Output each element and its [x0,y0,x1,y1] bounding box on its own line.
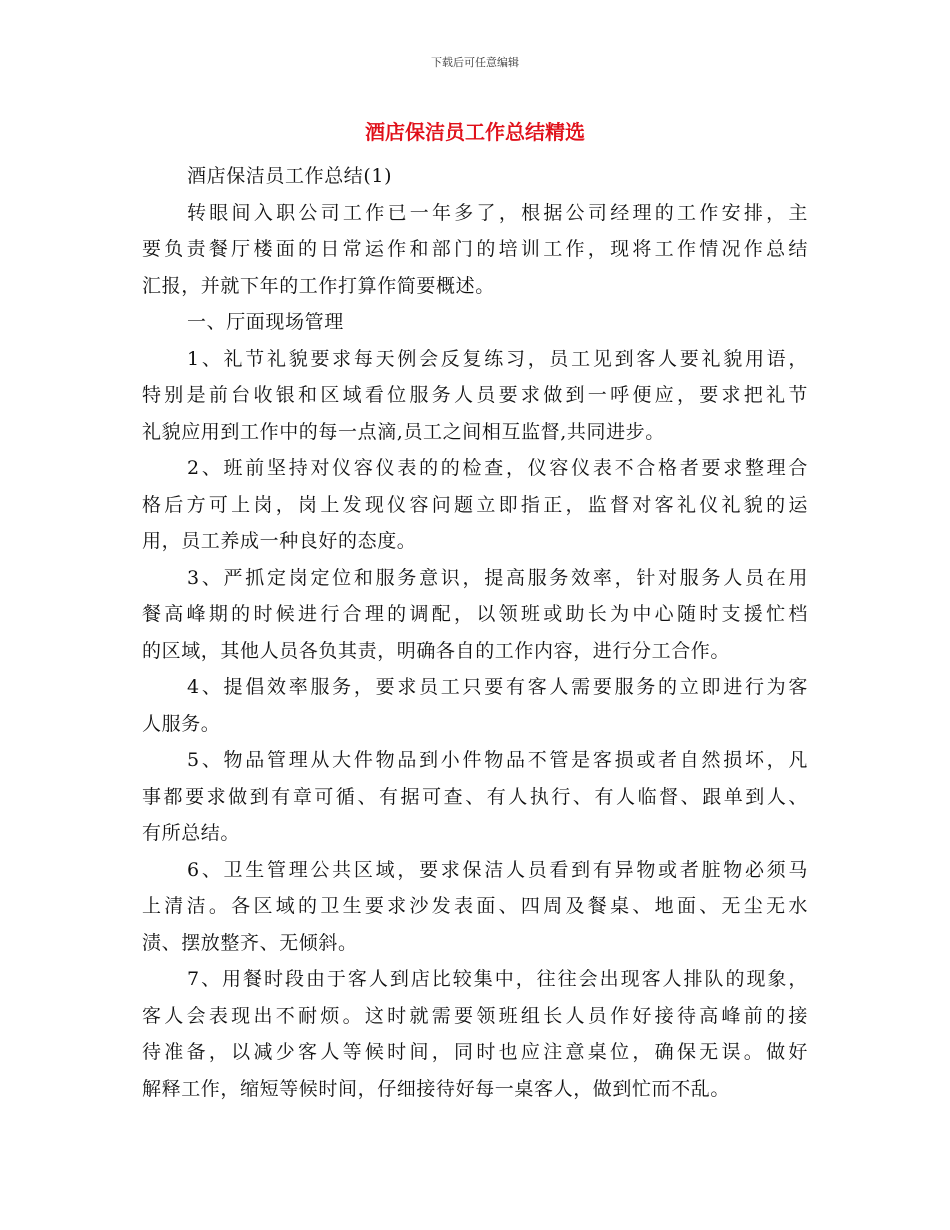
document-body [142,158,808,1107]
body-line: 5、物品管理从大件物品到小件物品不管是客损或者自然损坏，凡 [187,749,808,771]
body-line: 礼貌应用到工作中的每一点滴,员工之间相互监督,共同进步。 [142,420,665,443]
subsection-heading: 一、厅面现场管理 [187,311,344,333]
body-line: 3、严抓定岗定位和服务意识，提高服务效率，针对服务人员在用 [187,566,808,589]
section-heading: 酒店保洁员工作总结(1) [187,165,393,187]
body-line: 汇报，并就下年的工作打算作简要概述。 [142,274,495,297]
body-line: 有所总结。 [142,822,241,844]
body-line: 事都要求做到有章可循、有据可查、有人执行、有人临督、跟单到人、 [142,785,808,808]
body-line: 6、卫生管理公共区域，要求保洁人员看到有异物或者脏物必须马 [187,858,808,881]
body-line: 的区域，其他人员各负其责，明确各自的工作内容，进行分工合作。 [142,639,731,662]
body-line: 转眼间入职公司工作已一年多了，根据公司经理的工作安排，主 [187,201,808,224]
body-line: 餐高峰期的时候进行合理的调配，以领班或助长为中心随时支援忙档 [142,603,808,625]
body-line: 解释工作，缩短等候时间，仔细接待好每一桌客人，做到忙而不乱。 [142,1077,731,1100]
body-line: 4、提倡效率服务，要求员工只要有客人需要服务的立即进行为客 [187,676,808,698]
body-line: 人服务。 [142,712,221,735]
body-line: 格后方可上岗，岗上发现仪容问题立即指正，监督对客礼仪礼貌的运 [142,493,808,516]
body-line: 7、用餐时段由于客人到店比较集中，往往会出现客人排队的现象， [187,968,808,990]
body-line: 1、礼节礼貌要求每天例会反复练习，员工见到客人要礼貌用语， [187,347,808,370]
body-line: 上清洁。各区域的卫生要求沙发表面、四周及餐桌、地面、无尘无水 [142,895,808,917]
document-title: 酒店保洁员工作总结精选 [365,120,585,144]
body-line: 2、班前坚持对仪容仪表的的检查，仪容仪表不合格者要求整理合 [187,457,808,479]
body-line: 特别是前台收银和区域看位服务人员要求做到一呼便应，要求把礼节 [142,384,808,406]
body-line: 要负责餐厅楼面的日常运作和部门的培训工作，现将工作情况作总结 [142,238,808,260]
body-line: 用，员工养成一种良好的态度。 [142,530,417,552]
body-line: 待准备，以减少客人等候时间，同时也应注意桌位，确保无误。做好 [142,1041,808,1063]
body-line: 客人会表现出不耐烦。这时就需要领班组长人员作好接待高峰前的接 [142,1004,808,1027]
header-note: 下载后可任意编辑 [431,56,519,69]
body-line: 渍、摆放整齐、无倾斜。 [142,931,358,954]
